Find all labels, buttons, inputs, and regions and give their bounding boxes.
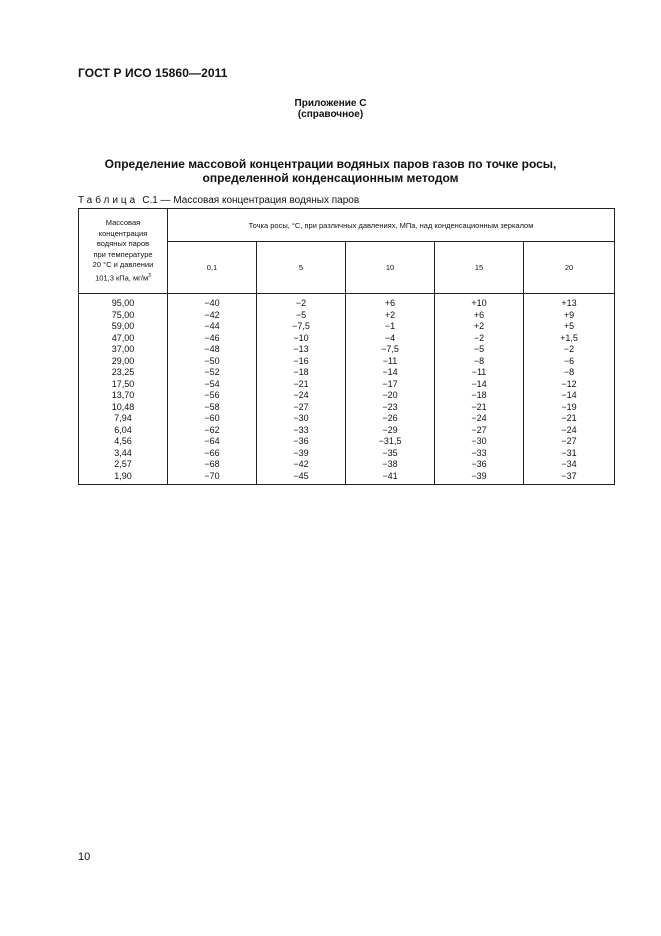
dew-point-cell: +13 bbox=[524, 294, 615, 310]
mass-concentration-cell: 7,94 bbox=[79, 413, 168, 425]
section-title-line-2: определенной конденсационным методом bbox=[202, 171, 459, 185]
mass-concentration-cell: 95,00 bbox=[79, 294, 168, 310]
dew-point-cell: −48 bbox=[168, 344, 257, 356]
table-row bbox=[79, 356, 615, 368]
table-caption-prefix: Таблица bbox=[78, 195, 139, 206]
dew-point-cell: −18 bbox=[257, 367, 346, 379]
section-title-line-1: Определение массовой концентрации водяных паров газов по точке росы, bbox=[104, 157, 557, 171]
dew-point-cell: −30 bbox=[257, 413, 346, 425]
dew-point-cell: +5 bbox=[524, 321, 615, 333]
mass-concentration-cell: 75,00 bbox=[79, 310, 168, 322]
dew-point-cell: −8 bbox=[435, 356, 524, 368]
dew-point-cell: −27 bbox=[524, 436, 615, 448]
dew-point-cell: −21 bbox=[257, 379, 346, 391]
dew-point-cell: −35 bbox=[346, 448, 435, 460]
dew-point-cell: −7,5 bbox=[346, 344, 435, 356]
mass-concentration-cell: 2,57 bbox=[79, 459, 168, 471]
dew-point-cell: −34 bbox=[524, 459, 615, 471]
table-row bbox=[79, 333, 615, 345]
dew-point-cell: −46 bbox=[168, 333, 257, 345]
pressure-header: 20 bbox=[524, 242, 615, 294]
dew-point-table bbox=[78, 208, 615, 485]
page-number: 10 bbox=[78, 851, 91, 863]
table-body bbox=[79, 294, 615, 485]
mass-concentration-cell: 23,25 bbox=[79, 367, 168, 379]
dew-point-cell: −42 bbox=[168, 310, 257, 322]
dew-point-cell: −26 bbox=[346, 413, 435, 425]
table-row bbox=[79, 448, 615, 460]
dew-point-cell: −23 bbox=[346, 402, 435, 414]
appendix-heading bbox=[0, 98, 661, 120]
mass-concentration-cell: 47,00 bbox=[79, 333, 168, 345]
pressure-header: 5 bbox=[257, 242, 346, 294]
appendix-type: (справочное) bbox=[297, 109, 364, 120]
table-row bbox=[79, 402, 615, 414]
dew-point-cell: −36 bbox=[435, 459, 524, 471]
dew-point-cell: +2 bbox=[435, 321, 524, 333]
dew-point-cell: +1,5 bbox=[524, 333, 615, 345]
dew-point-cell: −14 bbox=[435, 379, 524, 391]
dew-point-cell: −54 bbox=[168, 379, 257, 391]
dew-point-cell: +10 bbox=[435, 294, 524, 310]
dew-point-cell: +2 bbox=[346, 310, 435, 322]
pressure-header: 10 bbox=[346, 242, 435, 294]
dew-point-cell: −37 bbox=[524, 471, 615, 485]
dew-point-cell: −8 bbox=[524, 367, 615, 379]
dew-point-cell: −42 bbox=[257, 459, 346, 471]
dew-point-cell: −31 bbox=[524, 448, 615, 460]
dew-point-cell: −2 bbox=[435, 333, 524, 345]
table-row bbox=[79, 321, 615, 333]
table-row bbox=[79, 436, 615, 448]
dew-point-cell: +6 bbox=[346, 294, 435, 310]
pressure-header: 15 bbox=[435, 242, 524, 294]
table-row bbox=[79, 294, 615, 310]
appendix-title: Приложение С bbox=[294, 98, 367, 109]
dew-point-cell: −24 bbox=[257, 390, 346, 402]
dew-point-cell: −38 bbox=[346, 459, 435, 471]
dew-point-cell: −19 bbox=[524, 402, 615, 414]
dew-point-cell: −62 bbox=[168, 425, 257, 437]
dew-point-cell: −68 bbox=[168, 459, 257, 471]
mass-concentration-cell: 4,56 bbox=[79, 436, 168, 448]
dew-point-cell: −2 bbox=[524, 344, 615, 356]
dew-point-cell: −16 bbox=[257, 356, 346, 368]
dew-point-cell: −29 bbox=[346, 425, 435, 437]
dew-point-cell: −52 bbox=[168, 367, 257, 379]
dew-point-cell: −30 bbox=[435, 436, 524, 448]
mass-concentration-cell: 37,00 bbox=[79, 344, 168, 356]
table-row bbox=[79, 390, 615, 402]
dew-point-cell: −4 bbox=[346, 333, 435, 345]
dew-point-cell: −6 bbox=[524, 356, 615, 368]
dew-point-cell: −50 bbox=[168, 356, 257, 368]
dew-point-cell: −1 bbox=[346, 321, 435, 333]
dew-point-cell: −31,5 bbox=[346, 436, 435, 448]
dew-point-cell: −5 bbox=[257, 310, 346, 322]
dew-point-cell: −24 bbox=[435, 413, 524, 425]
dew-point-cell: −33 bbox=[435, 448, 524, 460]
mass-concentration-cell: 10,48 bbox=[79, 402, 168, 414]
dew-point-cell: −66 bbox=[168, 448, 257, 460]
dew-point-cell: −64 bbox=[168, 436, 257, 448]
mass-concentration-cell: 29,00 bbox=[79, 356, 168, 368]
dew-point-cell: −21 bbox=[435, 402, 524, 414]
mass-concentration-header: Массовая концентрация водяных паров при температуре 20 °С и давлении 101,3 кПа, $мг/м^3$ bbox=[79, 209, 168, 294]
dew-point-cell: −27 bbox=[435, 425, 524, 437]
table-row bbox=[79, 379, 615, 391]
dew-point-cell: −18 bbox=[435, 390, 524, 402]
mass-concentration-cell: 6,04 bbox=[79, 425, 168, 437]
mass-concentration-cell: 59,00 bbox=[79, 321, 168, 333]
dew-point-cell: −33 bbox=[257, 425, 346, 437]
dew-point-header: Точка росы, °С, при различных давлениях, МПа, над конденсационным зеркалом bbox=[168, 209, 615, 242]
mass-concentration-cell: 3,44 bbox=[79, 448, 168, 460]
mass-concentration-cell: 1,90 bbox=[79, 471, 168, 485]
dew-point-cell: −12 bbox=[524, 379, 615, 391]
table-row bbox=[79, 413, 615, 425]
table-caption bbox=[78, 195, 359, 206]
dew-point-cell: −56 bbox=[168, 390, 257, 402]
dew-point-cell: −27 bbox=[257, 402, 346, 414]
dew-point-cell: −11 bbox=[346, 356, 435, 368]
dew-point-cell: +9 bbox=[524, 310, 615, 322]
table-row bbox=[79, 367, 615, 379]
dew-point-cell: −24 bbox=[524, 425, 615, 437]
dew-point-cell: −39 bbox=[257, 448, 346, 460]
table-row bbox=[79, 471, 615, 485]
dew-point-cell: −70 bbox=[168, 471, 257, 485]
dew-point-cell: −20 bbox=[346, 390, 435, 402]
table-row bbox=[79, 310, 615, 322]
dew-point-cell: −44 bbox=[168, 321, 257, 333]
pressure-header: 0,1 bbox=[168, 242, 257, 294]
dew-point-cell: −60 bbox=[168, 413, 257, 425]
section-title bbox=[0, 157, 661, 185]
dew-point-cell: −58 bbox=[168, 402, 257, 414]
mass-concentration-cell: 13,70 bbox=[79, 390, 168, 402]
table-row bbox=[79, 459, 615, 471]
dew-point-cell: −40 bbox=[168, 294, 257, 310]
dew-point-cell: −2 bbox=[257, 294, 346, 310]
dew-point-cell: −11 bbox=[435, 367, 524, 379]
table-caption-text: С.1 — Массовая концентрация водяных паров bbox=[142, 195, 360, 206]
dew-point-cell: −7,5 bbox=[257, 321, 346, 333]
dew-point-cell: −17 bbox=[346, 379, 435, 391]
dew-point-cell: −13 bbox=[257, 344, 346, 356]
document-code: ГОСТ Р ИСО 15860—2011 bbox=[78, 66, 228, 80]
dew-point-cell: +6 bbox=[435, 310, 524, 322]
table-row bbox=[79, 425, 615, 437]
table-row bbox=[79, 344, 615, 356]
mass-concentration-cell: 17,50 bbox=[79, 379, 168, 391]
dew-point-cell: −10 bbox=[257, 333, 346, 345]
dew-point-cell: −39 bbox=[435, 471, 524, 485]
dew-point-cell: −14 bbox=[346, 367, 435, 379]
dew-point-cell: −41 bbox=[346, 471, 435, 485]
dew-point-cell: −36 bbox=[257, 436, 346, 448]
dew-point-cell: −5 bbox=[435, 344, 524, 356]
dew-point-cell: −14 bbox=[524, 390, 615, 402]
dew-point-cell: −45 bbox=[257, 471, 346, 485]
dew-point-cell: −21 bbox=[524, 413, 615, 425]
